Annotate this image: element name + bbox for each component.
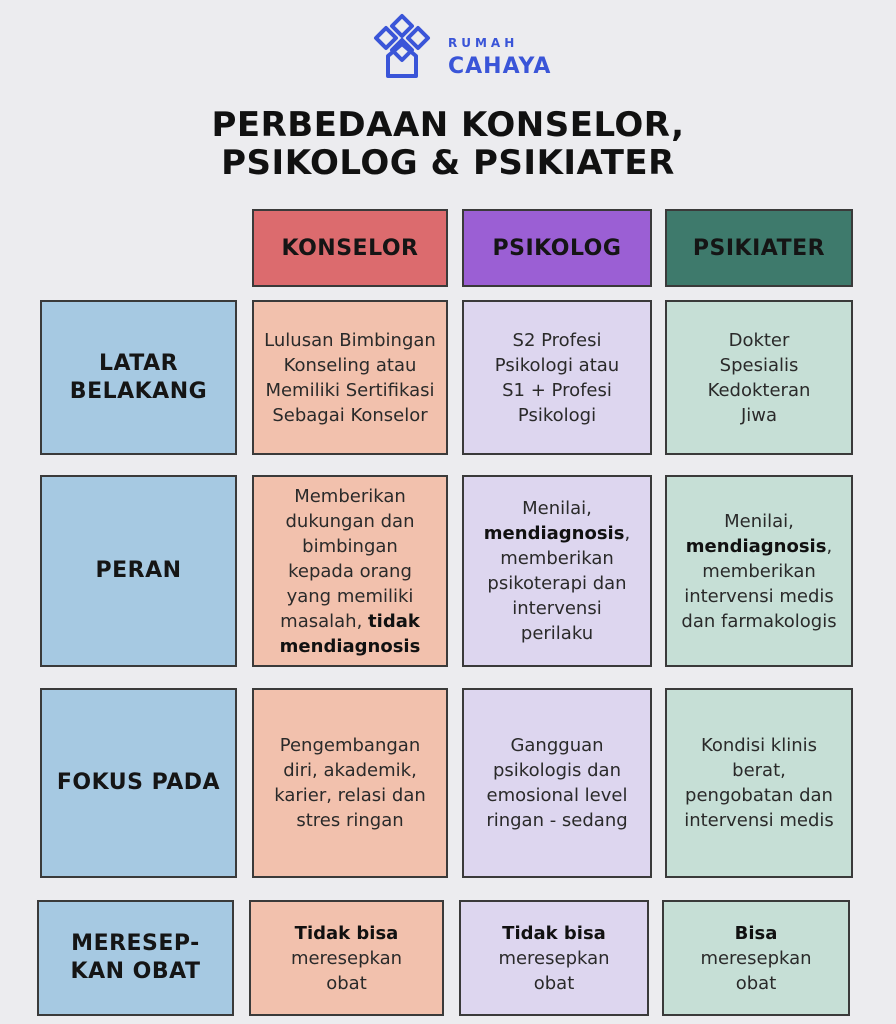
cell-obat-psikolog [459,900,649,1016]
cell-peran-psikolog [462,475,652,667]
cell-fokus-konselor [252,688,448,878]
row-label-line: KAN OBAT [70,959,201,984]
cell-text: Menilai, [522,498,592,519]
cell-latar-konselor [252,300,448,455]
row-label-meresepkan-obat [37,900,234,1016]
cell-fokus-psikiater [665,688,853,878]
cell-latar-psikolog [462,300,652,455]
cell-fokus-psikolog [462,688,652,878]
row-label-text: PERAN [95,558,182,583]
cell-text-bold: Tidak bisa [294,922,399,944]
cell-text: , memberikan psikoterapi dan intervensi perilaku [487,523,631,644]
cell-text: meresepkan obat [700,947,812,994]
cell-text-bold: Tidak bisa [502,922,606,944]
cell-text: Menilai, [724,510,794,532]
column-header-psikiater [665,209,853,287]
cell-peran-konselor [252,475,448,667]
row-label-latar-belakang [40,300,237,455]
cell-obat-psikiater [662,900,850,1016]
cell-text: meresepkan obat [498,947,610,994]
cell-obat-konselor [249,900,444,1016]
row-label-line: MERESEP- [71,931,200,956]
row-label-text: FOKUS PADA [56,770,221,795]
cell-latar-psikiater [665,300,853,455]
cell-text: Lulusan Bimbingan Konseling atau Memiliki Sertifikasi Sebagai Konselor [264,329,436,426]
brand-small-text: RUMAH [448,36,519,50]
page-title-line-1: PERBEDAAN KONSELOR, [211,105,685,145]
row-label-fokus-pada [40,688,237,878]
cell-text-bold: Bisa [734,922,778,944]
cell-text: , memberikan intervensi medis dan farmakologis [681,535,837,632]
brand-name: CAHAYA [448,54,552,79]
cell-text: Memberikan dukungan dan bimbingan kepada orang yang memiliki masalah, [280,485,415,632]
cell-text: Pengembangan diri, akademik, karier, relasi dan stres ringan [274,735,426,831]
cell-text: Gangguan psikologis dan emosional level ringan - sedang [486,735,628,831]
hearts-house-logo-icon [366,12,438,82]
column-header-label: PSIKOLOG [492,235,622,261]
cell-text-bold: mendiagnosis [685,535,827,557]
page-title-line-2: PSIKOLOG & PSIKIATER [221,143,675,183]
cell-peran-psikiater [665,475,853,667]
row-label-peran [40,475,237,667]
column-header-label: KONSELOR [281,235,419,261]
cell-text-bold: mendiagnosis [483,523,625,544]
cell-text: S2 Profesi Psikologi atau S1 + Profesi Psikologi [494,329,620,426]
row-label-line: LATAR [98,350,179,376]
column-header-label: PSIKIATER [692,235,826,261]
cell-text: Kondisi klinis berat, pengobatan dan intervensi medis [684,735,834,831]
cell-text-bold: tidak mendiagnosis [279,610,421,657]
row-label-line: BELAKANG [69,378,208,404]
column-header-konselor [252,209,448,287]
brand-logo [366,12,596,84]
cell-text: Dokter Spesialis Kedokteran Jiwa [707,329,811,426]
cell-text: meresepkan obat [290,947,403,994]
column-header-psikolog [462,209,652,287]
